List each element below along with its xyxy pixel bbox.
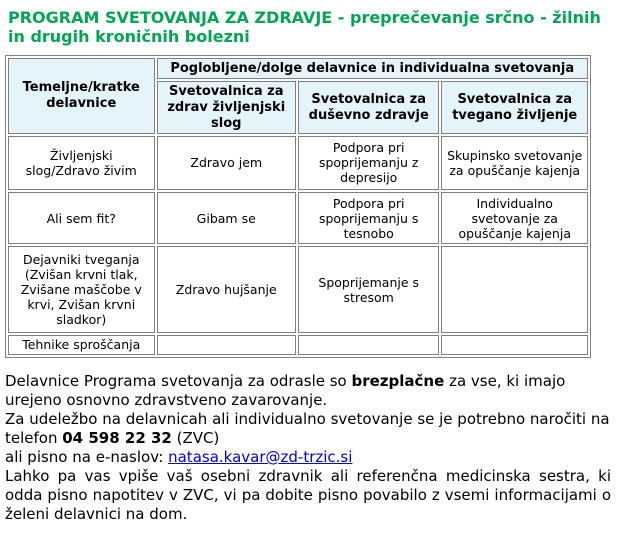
table-cell [157,335,296,355]
info-text-span: (ZVC) [171,429,220,447]
table-cell: Skupinsko svetovanje za opuščanje kajenja [441,136,588,190]
info-text-span: ali pisno na e-naslov: [5,448,169,466]
free-label: brezplačne [351,372,445,390]
table-row [8,192,588,245]
phone-number: 04 598 22 32 [62,429,172,447]
table-cell: Podpora pri spoprijemanju s tesnobo [298,192,439,245]
workshop-table [5,55,591,358]
title-separator: - [332,8,350,27]
table-row [8,335,588,355]
info-paragraph-email [5,448,611,467]
table-cell: Življenjski slog/Zdravo živim [8,136,155,190]
table-cell: Zdravo jem [157,136,296,190]
table-row [8,246,588,332]
info-paragraph-cost [5,372,611,410]
info-text-span: Za udeležbo na delavnicah ali individualno svetovanje se je potrebno naročiti na telefon [5,410,610,447]
info-text [5,372,611,524]
col-header-dusevno-zdravje: Svetovalnica za duševno zdravje [298,81,439,134]
info-paragraph-phone [5,410,611,448]
page-title [8,8,614,46]
title-prefix: PROGRAM SVETOVANJA ZA ZDRAVJE [8,8,333,27]
email-link[interactable]: natasa.kavar@zd-trzic.si [168,448,353,466]
col-header-zdrav-slog: Svetovalnica za zdrav življenjski slog [157,81,296,134]
info-text-span: Delavnice Programa svetovanja za odrasle so [5,372,352,390]
table-cell: Gibam se [157,192,296,245]
info-paragraph-referral: Lahko pa vas vpiše vaš osebni zdravnik ali referenčna medicinska sestra, ki odda pisno napotitev v ZVC, vi pa dobite pisno povabilo z vsemi informacijami o želeni delavnici na dom. [5,467,611,523]
group-header: Poglobljene/dolge delavnice in individualna svetovanja [157,58,589,79]
col-header-tvegano-zivljenje: Svetovalnica za tvegano življenje [441,81,588,134]
info-text-span: za vse, ki imajo urejeno osnovno zdravstveno zavarovanje. [5,372,566,409]
table-cell: Dejavniki tveganja (Zvišan krvni tlak, Zvišane maščobe v krvi, Zvišan krvni sladkor) [8,246,155,332]
table-cell: Podpora pri spoprijemanju z depresijo [298,136,439,190]
table-cell [441,335,588,355]
table-cell: Tehnike sproščanja [8,335,155,355]
table-row [8,136,588,190]
table-cell: Spoprijemanje s stresom [298,246,439,332]
table-cell: Ali sem fit? [8,192,155,245]
table-cell: Individualno svetovanje za opuščanje kajenja [441,192,588,245]
corner-header: Temeljne/kratke delavnice [8,58,155,134]
table-cell [441,246,588,332]
table-cell: Zdravo hujšanje [157,246,296,332]
table-cell [298,335,439,355]
title-subtitle: preprečevanje srčno - žilnih in drugih kroničnih bolezni [8,8,601,46]
